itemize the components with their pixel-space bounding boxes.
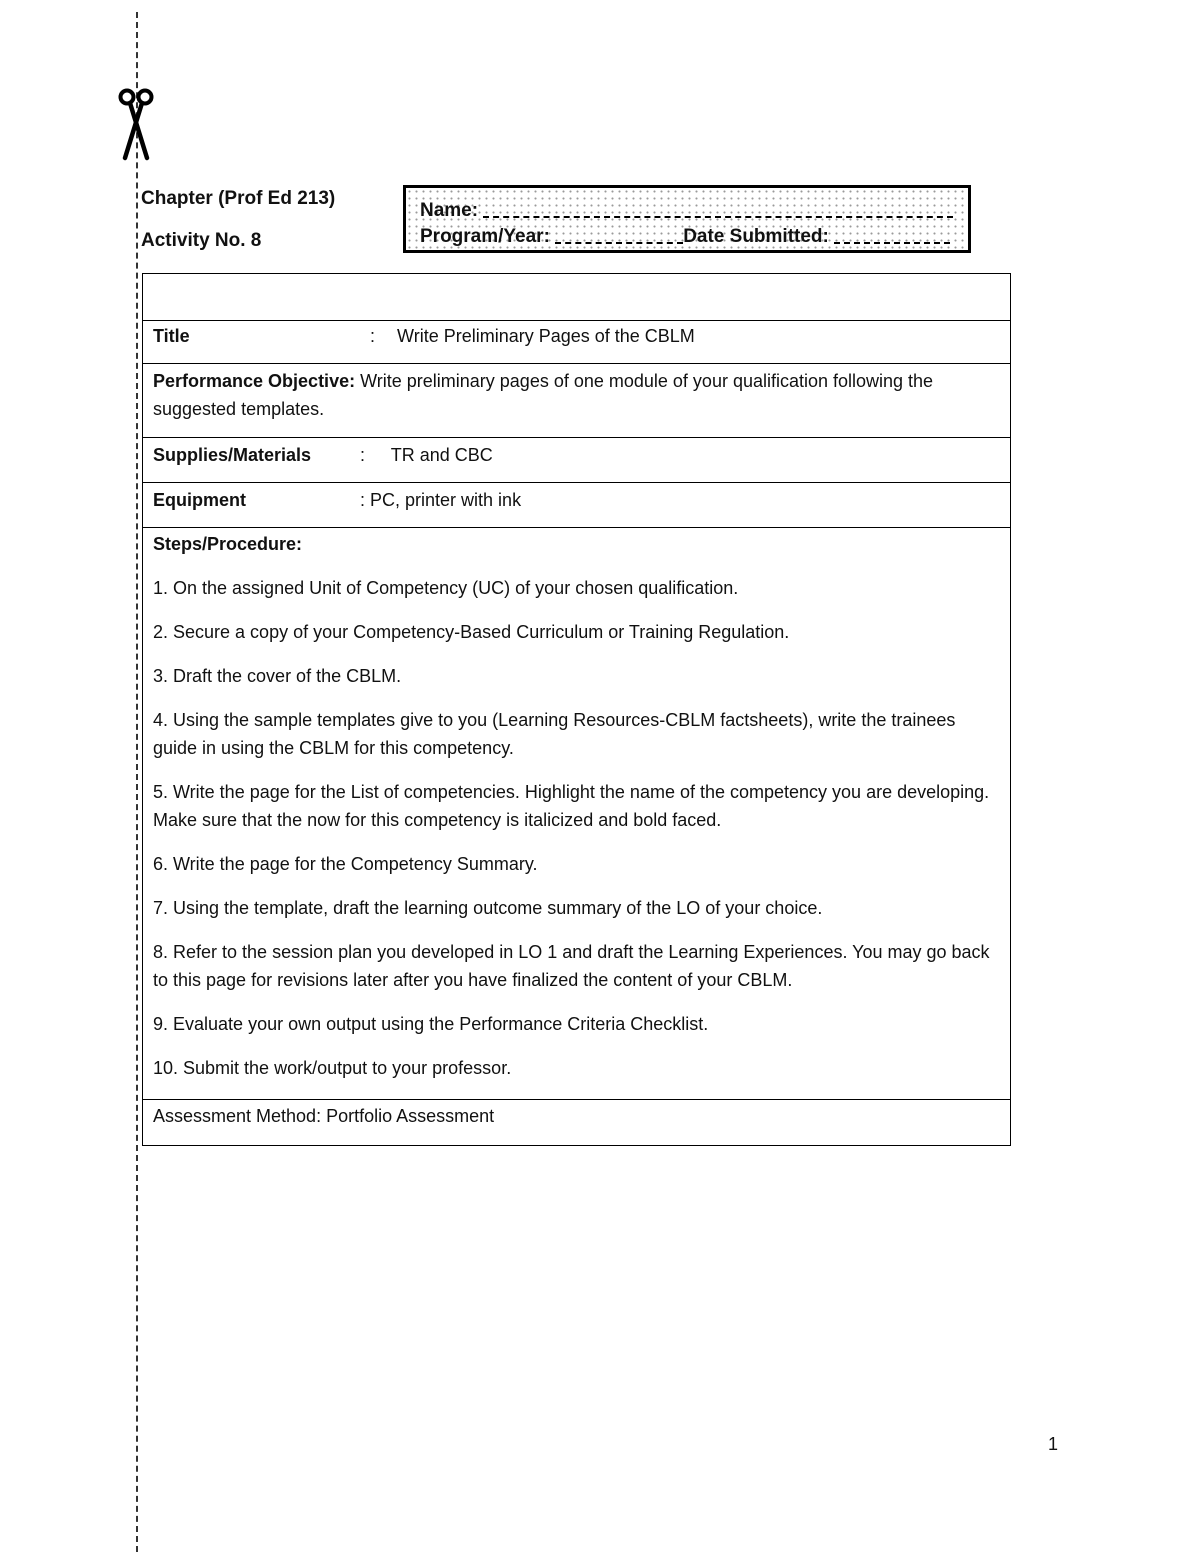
step-item: 4. Using the sample templates give to you (Learning Resources-CBLM factsheets), write the trainees guide in using the CBLM for this competency.	[153, 710, 956, 758]
program-year-blank[interactable]	[555, 224, 683, 244]
supplies-value: TR and CBC	[390, 445, 493, 465]
program-year-label: Program/Year:	[420, 226, 550, 247]
cut-guide-line	[136, 12, 138, 1552]
title-label: Title	[153, 326, 190, 346]
objective-label: Performance Objective:	[153, 371, 356, 391]
step-item: 10. Submit the work/output to your professor.	[153, 1058, 512, 1078]
activity-number: Activity No. 8	[141, 230, 262, 251]
supplies-label: Supplies/Materials	[153, 445, 312, 465]
step-item: 9. Evaluate your own output using the Performance Criteria Checklist.	[153, 1014, 709, 1034]
step-item: 5. Write the page for the List of competencies. Highlight the name of the competency you are developing. Make sure that the now for this competency is italicized and bold faced.	[153, 782, 990, 830]
step-item: 7. Using the template, draft the learning outcome summary of the LO of your choice.	[153, 898, 823, 918]
date-submitted-label: Date Submitted:	[683, 226, 829, 247]
equipment-row	[143, 483, 1010, 528]
scissors-icon	[118, 86, 154, 162]
chapter-label: Chapter (Prof Ed 213)	[141, 188, 336, 209]
steps-label: Steps/Procedure:	[153, 534, 303, 554]
title-value: Write Preliminary Pages of the CBLM	[397, 326, 695, 346]
objective-row	[143, 364, 1010, 438]
step-item: 6. Write the page for the Competency Summary.	[153, 854, 538, 874]
name-blank[interactable]	[483, 198, 953, 218]
title-separator: :	[370, 326, 376, 346]
student-info-box	[403, 185, 971, 253]
supplies-row	[143, 438, 1010, 483]
blank-row	[143, 274, 1010, 321]
step-item: 3. Draft the cover of the CBLM.	[153, 666, 402, 686]
activity-header	[141, 186, 335, 270]
step-item: 2. Secure a copy of your Competency-Based Curriculum or Training Regulation.	[153, 622, 790, 642]
assessment-method: Assessment Method: Portfolio Assessment	[153, 1106, 495, 1126]
equipment-value: : PC, printer with ink	[360, 490, 522, 510]
supplies-separator: :	[360, 445, 366, 465]
assessment-row	[143, 1100, 1010, 1145]
objective-value: Write preliminary pages of one module of your qualification following the suggested templates.	[153, 371, 934, 419]
step-item: 8. Refer to the session plan you developed in LO 1 and draft the Learning Experiences. You may go back to this page for revisions later after you have finalized the content of your CBLM.	[153, 942, 990, 990]
steps-row	[143, 528, 1010, 1100]
page-number: 1	[1048, 1434, 1059, 1454]
name-label: Name:	[420, 200, 479, 221]
title-row	[143, 321, 1010, 364]
equipment-label: Equipment	[153, 490, 246, 510]
step-item: 1. On the assigned Unit of Competency (UC) of your chosen qualification.	[153, 578, 739, 598]
date-submitted-blank[interactable]	[834, 224, 950, 244]
activity-table	[142, 273, 1011, 1146]
